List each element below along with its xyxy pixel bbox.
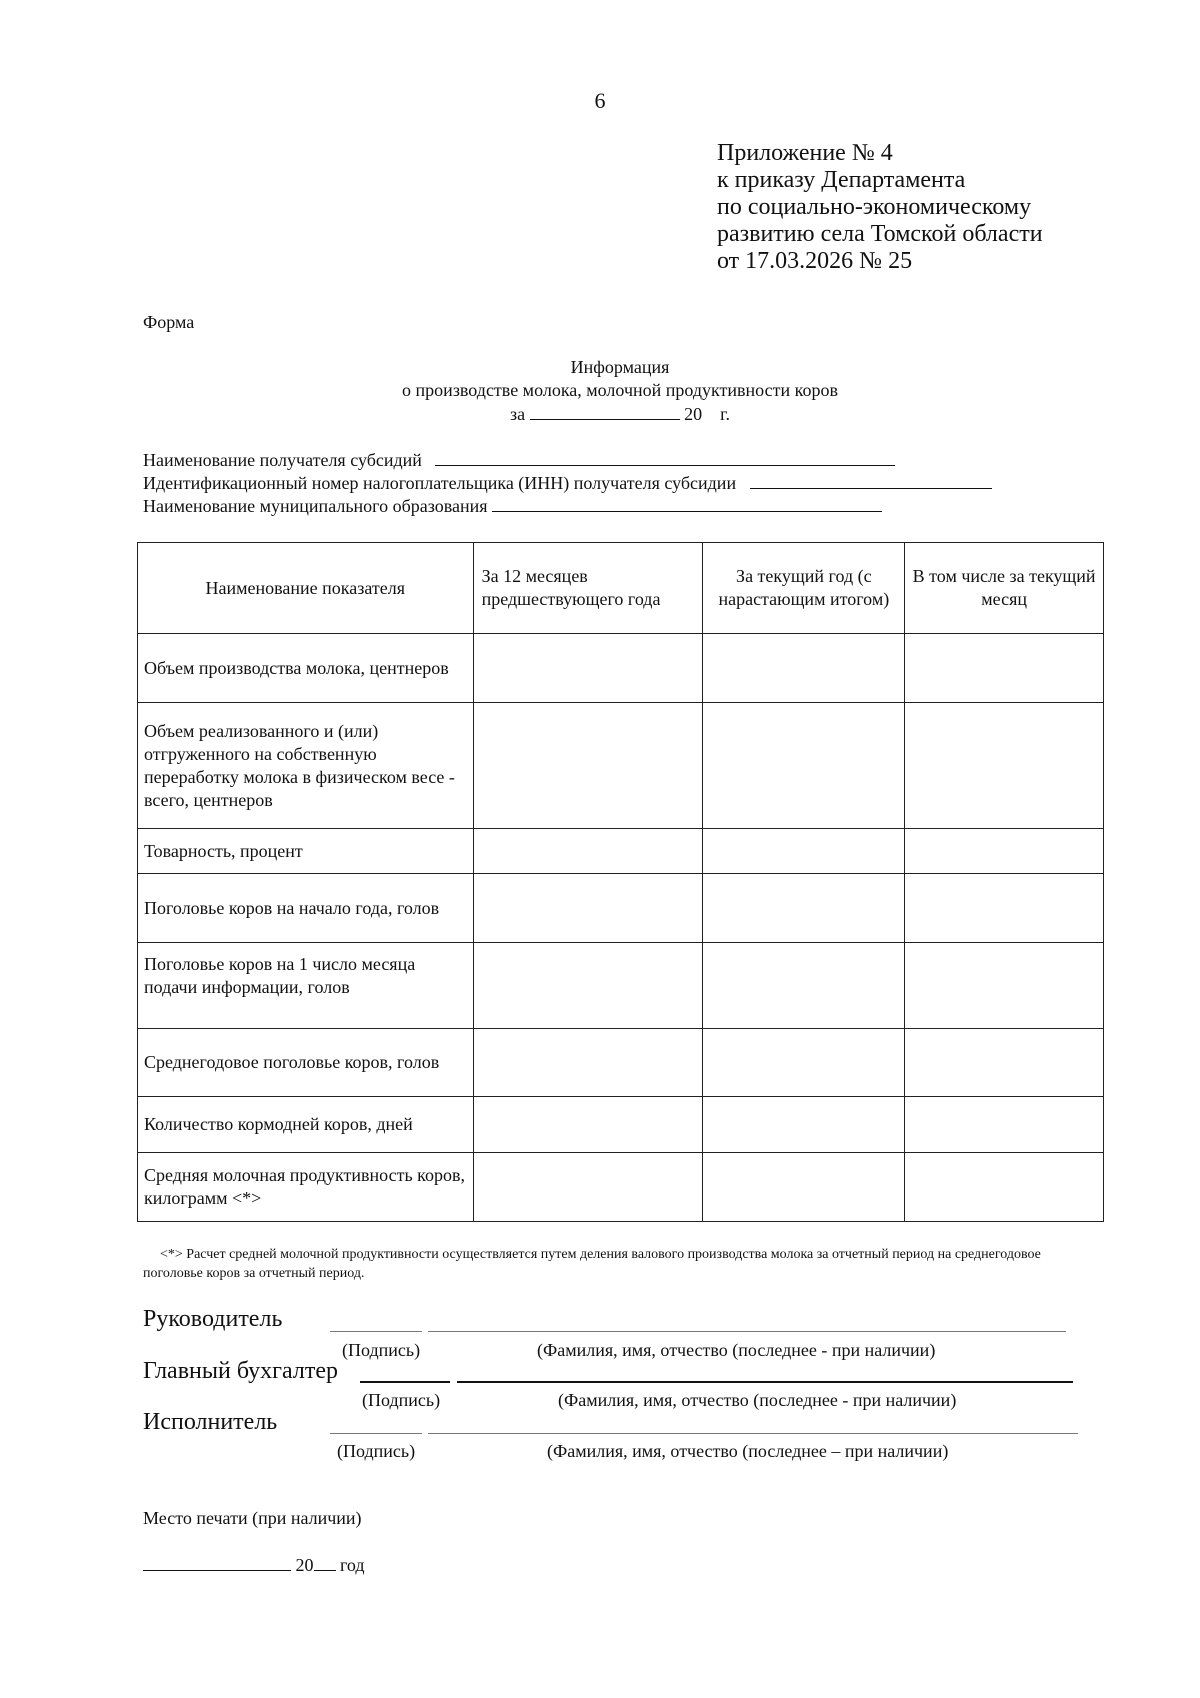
document-subtitle: о производстве молока, молочной продуктивности коров [402, 380, 838, 400]
table-cell[interactable] [905, 943, 1104, 1029]
executor-name-caption: (Фамилия, имя, отчество (последнее – при наличии) [547, 1441, 949, 1461]
date-line [143, 1555, 365, 1576]
table-cell[interactable] [703, 874, 905, 943]
accountant-sign-caption: (Подпись) [362, 1390, 441, 1410]
executor-name-line[interactable] [428, 1433, 1078, 1434]
page-number: 6 [594, 88, 606, 113]
inn-field [143, 473, 992, 494]
footnote [143, 1245, 1093, 1283]
table-cell[interactable] [905, 874, 1104, 943]
row-label: Поголовье коров на 1 число месяца подачи информации, голов [138, 943, 474, 1029]
table-cell[interactable] [905, 1153, 1104, 1222]
stamp-place: Место печати (при наличии) [143, 1508, 362, 1528]
header-indicator: Наименование показателя [138, 543, 474, 634]
table-cell[interactable] [703, 1153, 905, 1222]
table-cell[interactable] [473, 874, 703, 943]
head-label: Руководитель [143, 1306, 283, 1332]
recipient-blank[interactable] [435, 465, 895, 466]
period-blank[interactable] [530, 419, 680, 420]
period-suffix: г. [720, 404, 730, 424]
table-cell[interactable] [905, 1029, 1104, 1097]
municipality-label: Наименование муниципального образования [143, 496, 488, 516]
row-label: Средняя молочная продуктивность коров, килограмм <*> [138, 1153, 474, 1222]
row-label: Среднегодовое поголовье коров, голов [138, 1029, 474, 1097]
form-label: Форма [143, 312, 195, 332]
table-cell[interactable] [703, 943, 905, 1029]
table-row [138, 703, 1104, 829]
table-cell[interactable] [473, 634, 703, 703]
annex-line: развитию села Томской области [717, 221, 1043, 247]
table-cell[interactable] [473, 1029, 703, 1097]
period-line [340, 403, 900, 426]
period-prefix: за [510, 404, 526, 424]
annex-line: к приказу Департамента [717, 167, 966, 193]
recipient-field [143, 450, 895, 471]
table-row [138, 1097, 1104, 1153]
head-name-line[interactable] [428, 1331, 1066, 1332]
municipality-blank[interactable] [492, 511, 882, 512]
table-cell[interactable] [473, 1153, 703, 1222]
table-cell[interactable] [473, 829, 703, 874]
header-prev-year: За 12 месяцев предшествующего года [473, 543, 703, 634]
annex-line: от 17.03.2026 № 25 [717, 248, 913, 274]
table-row [138, 1029, 1104, 1097]
table-cell[interactable] [703, 829, 905, 874]
table-header-row [138, 543, 1104, 634]
table-cell[interactable] [905, 634, 1104, 703]
accountant-signature-line[interactable] [360, 1381, 450, 1383]
executor-label: Исполнитель [143, 1409, 278, 1435]
table-cell[interactable] [905, 829, 1104, 874]
recipient-label: Наименование получателя субсидий [143, 450, 422, 470]
annex-line: Приложение № 4 [717, 140, 893, 166]
head-name-caption: (Фамилия, имя, отчество (последнее - при наличии) [537, 1340, 936, 1360]
accountant-label: Главный бухгалтер [143, 1358, 338, 1384]
table-cell[interactable] [703, 634, 905, 703]
document-title: Информация [570, 357, 670, 377]
date-year-prefix: 20 [295, 1555, 314, 1575]
table-cell[interactable] [703, 1097, 905, 1153]
inn-label: Идентификационный номер налогоплательщика (ИНН) получателя субсидии [143, 473, 737, 493]
inn-blank[interactable] [750, 488, 992, 489]
municipality-field [143, 496, 882, 517]
table-row [138, 943, 1104, 1029]
table-row [138, 634, 1104, 703]
footnote-text: <*> Расчет средней молочной продуктивности осуществляется путем деления валового производства молока за отчетный период на среднегодовое поголовье коров за отчетный период. [143, 1247, 1041, 1281]
table-cell[interactable] [905, 703, 1104, 829]
table-row [138, 829, 1104, 874]
table-cell[interactable] [703, 703, 905, 829]
row-label: Поголовье коров на начало года, голов [138, 874, 474, 943]
head-sign-caption: (Подпись) [342, 1340, 421, 1360]
annex-block [717, 140, 1043, 275]
accountant-name-caption: (Фамилия, имя, отчество (последнее - при наличии) [558, 1390, 957, 1410]
date-suffix: год [340, 1555, 365, 1575]
data-table [137, 542, 1104, 1222]
table-row [138, 874, 1104, 943]
row-label: Объем реализованного и (или) отгруженного на собственную переработку молока в физическом весе - всего, центнеров [138, 703, 474, 829]
executor-sign-caption: (Подпись) [337, 1441, 416, 1461]
table-row [138, 1153, 1104, 1222]
accountant-name-line[interactable] [457, 1381, 1073, 1383]
table-cell[interactable] [473, 1097, 703, 1153]
date-blank[interactable] [143, 1570, 291, 1571]
row-label: Объем производства молока, центнеров [138, 634, 474, 703]
table-cell[interactable] [473, 943, 703, 1029]
table-cell[interactable] [703, 1029, 905, 1097]
head-signature-line[interactable] [330, 1331, 422, 1332]
row-label: Количество кормодней коров, дней [138, 1097, 474, 1153]
row-label: Товарность, процент [138, 829, 474, 874]
table-cell[interactable] [905, 1097, 1104, 1153]
annex-line: по социально-экономическому [717, 194, 1032, 220]
period-year: 20 [684, 404, 703, 424]
header-current-month: В том числе за текущий месяц [905, 543, 1104, 634]
table-cell[interactable] [473, 703, 703, 829]
date-year-blank[interactable] [314, 1570, 336, 1571]
executor-signature-line[interactable] [330, 1433, 422, 1434]
header-current-year: За текущий год (с нарастающим итогом) [703, 543, 905, 634]
